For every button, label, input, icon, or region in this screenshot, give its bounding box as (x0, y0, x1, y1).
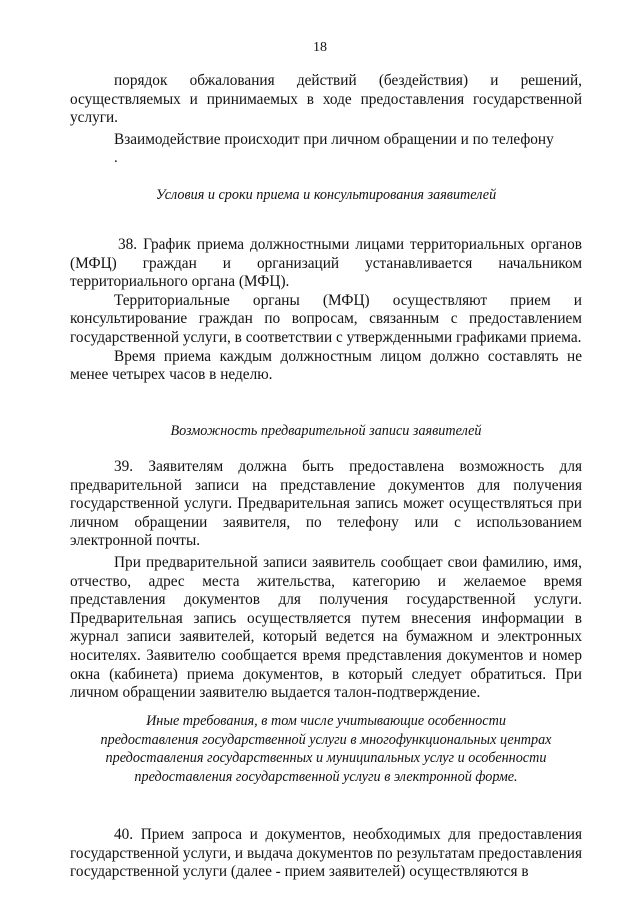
intro-paragraph-2: Взаимодействие происходит при личном обращении и по телефону (114, 130, 554, 148)
section-heading-conditions: Условия и сроки приема и консультирования заявителей (155, 187, 497, 203)
paragraph-38-3: Время приема каждым должностным лицом должно составлять не менее четырех часов в неделю. (70, 347, 582, 384)
stray-dot: . (114, 150, 118, 166)
section-heading-other-requirements (70, 712, 582, 786)
section-preregistration-body (70, 458, 582, 703)
heading-line-1: Иные требования, в том числе учитывающие особенности (146, 713, 506, 729)
paragraph-39-2: При предварительной записи заявитель сообщает свои фамилию, имя, отчество, адрес места жительства, категорию и желаемое время представления документов для получения государственной услуги. Предварительная запись осуществляется путем внесения информации в журнал записи заявителей, который ведется на бумажном и электронных носителях. Заявителю сообщается время представления документов и номер окна (кабинета) приема документов, в который следует обратиться. При личном обращении заявителю выдается талон-подтверждение. (70, 553, 582, 702)
heading-line-3: предоставления государственных и муниципальных услуг и особенности (105, 750, 547, 767)
section-heading-preregistration: Возможность предварительной записи заявителей (170, 423, 482, 439)
heading-line-4: предоставления государственной услуги в электронной форме. (134, 768, 518, 785)
page-number: 18 (313, 40, 327, 55)
section-other-body (70, 826, 582, 882)
paragraph-40: 40. Прием запроса и документов, необходимых для предоставления государственной услуги, и выдача документов по результатам предоставления государственной услуги (далее - прием заявителей) осуществляются в (70, 826, 582, 881)
paragraph-38-2: Территориальные органы (МФЦ) осуществляют прием и консультирование граждан по вопросам, связанным с предоставлением государственной услуги, в соответствии с утвержденными графиками приема. (70, 291, 582, 346)
paragraph-39: 39. Заявителям должна быть предоставлена возможность для предварительной записи на представление документов для получения государственной услуги. Предварительная запись может осуществляться при личном обращении заявителя, по телефону или с использованием электронной почты. (70, 458, 582, 550)
heading-line-2: предоставления государственной услуги в многофункциональных центрах (100, 731, 552, 748)
intro-block (70, 72, 582, 149)
paragraph-38: 38. График приема должностными лицами территориальных органов (МФЦ) граждан и организаций устанавливается начальником территориального органа (МФЦ). (70, 236, 582, 291)
intro-paragraph-1: порядок обжалования действий (бездействия) и решений, осуществляемых и принимаемых в ходе предоставления государственной услуги. (70, 72, 582, 127)
section-conditions-body (70, 236, 582, 385)
